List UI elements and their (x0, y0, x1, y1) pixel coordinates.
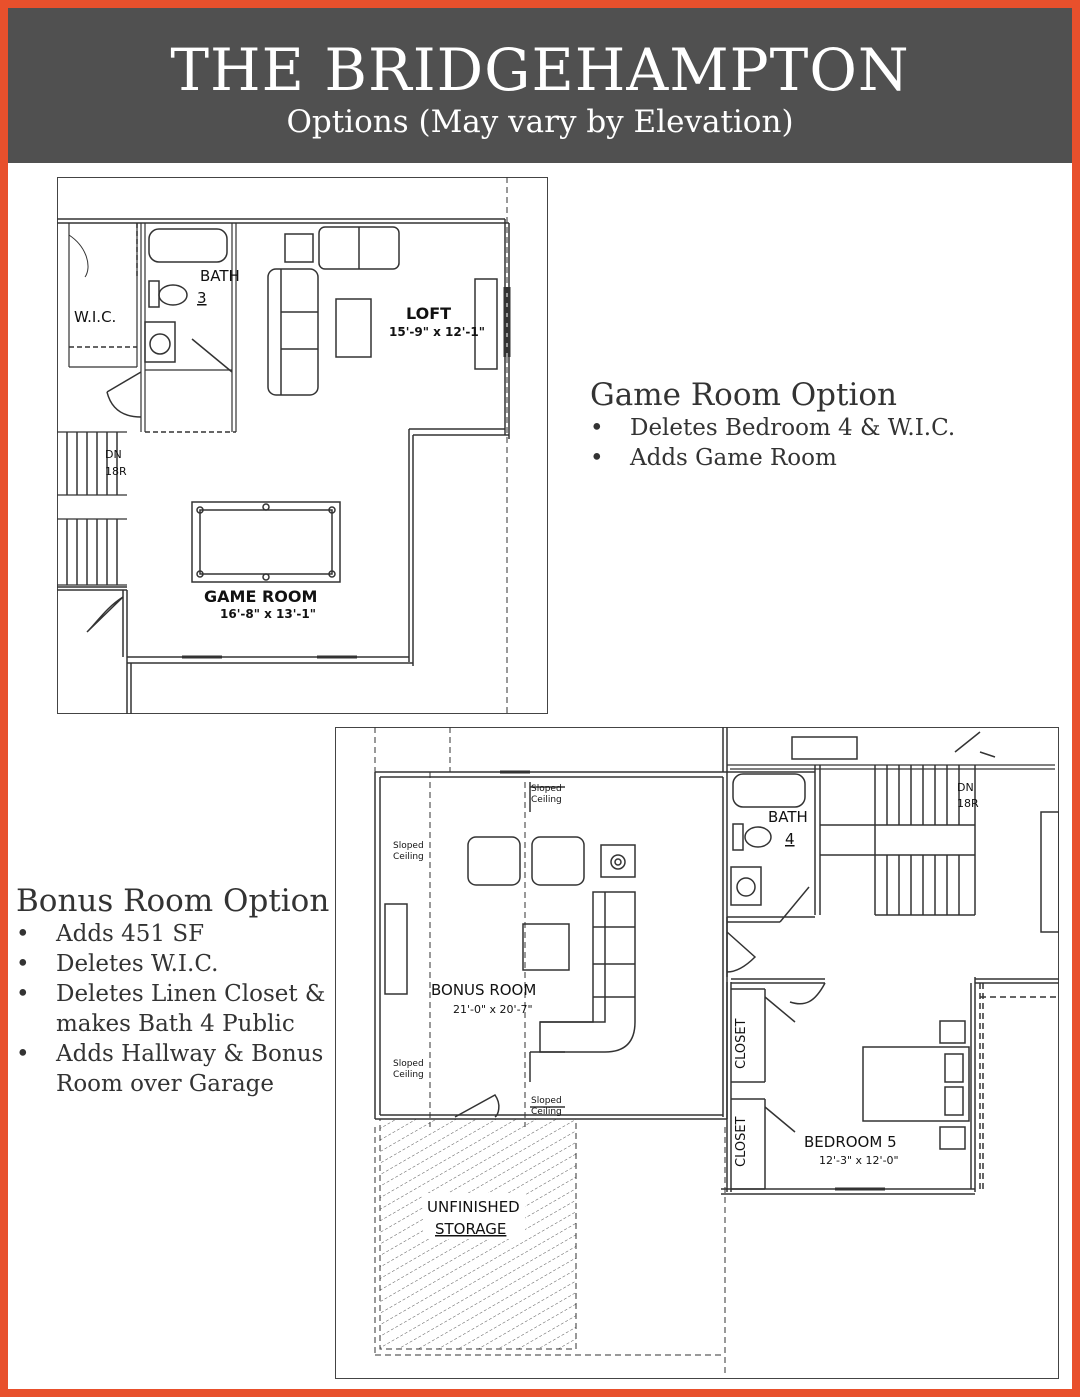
sloped-ceiling-label-bl: Sloped (393, 1059, 424, 1069)
game-room-label: GAME ROOM (204, 587, 318, 606)
stairs-down-label-2: DN (957, 781, 974, 794)
unfinished-label: UNFINISHED (427, 1198, 520, 1216)
bonus-room-plan-drawing (335, 727, 1059, 1379)
closet-label-bottom: CLOSET (734, 1116, 749, 1167)
page-subtitle: Options (May vary by Elevation) (286, 104, 794, 140)
header-banner (8, 8, 1072, 163)
list-item: • Deletes W.I.C. (16, 949, 336, 979)
storage-label: STORAGE (435, 1220, 507, 1238)
bonus-room-label: BONUS ROOM (431, 981, 537, 999)
sloped-ceiling-label-left-2: Ceiling (393, 852, 424, 862)
sloped-ceiling-label-bottom: Sloped (531, 1096, 562, 1106)
list-item: • Adds Hallway & Bonus Room over Garage (16, 1039, 336, 1099)
bedroom-5-dimensions: 12'-3" x 12'-0" (819, 1154, 899, 1167)
bath-4-number: 4 (785, 830, 795, 848)
game-room-dimensions: 16'-8" x 13'-1" (220, 607, 317, 621)
sloped-ceiling-label-top-2: Ceiling (531, 795, 562, 805)
game-room-option-note (590, 377, 1010, 473)
stairs-risers-label-2: 18R (957, 797, 979, 810)
bonus-room-floor-plan (335, 727, 1059, 1379)
bonus-room-option-list (16, 919, 336, 1099)
list-item: • Deletes Bedroom 4 & W.I.C. (590, 413, 1010, 443)
game-room-floor-plan (57, 177, 548, 714)
loft-dimensions: 15'-9" x 12'-1" (389, 325, 486, 339)
list-item: • Adds Game Room (590, 443, 1010, 473)
game-room-option-heading: Game Room Option (590, 377, 898, 413)
sloped-ceiling-label-left: Sloped (393, 841, 424, 851)
bedroom-5-label: BEDROOM 5 (804, 1133, 897, 1151)
loft-label: LOFT (406, 304, 452, 323)
bonus-room-dimensions: 21'-0" x 20'-7" (453, 1003, 533, 1016)
closet-label-top: CLOSET (734, 1018, 749, 1069)
game-room-option-list (590, 413, 1010, 473)
bonus-room-option-heading: Bonus Room Option (16, 883, 330, 919)
stairs-risers-label: 18R (105, 465, 127, 478)
game-room-plan-drawing (57, 177, 548, 714)
stairs-down-label: DN (105, 448, 122, 461)
bath-3-label: BATH (200, 267, 240, 285)
sloped-ceiling-label-top: Sloped (531, 784, 562, 794)
bath-3-number: 3 (197, 289, 207, 307)
page-title: THE BRIDGEHAMPTON (170, 36, 910, 104)
wic-label: W.I.C. (74, 308, 117, 326)
sloped-ceiling-label-bottom-2: Ceiling (531, 1107, 562, 1117)
list-item: • Adds 451 SF (16, 919, 336, 949)
bonus-room-option-note (16, 883, 336, 1099)
sloped-ceiling-label-bl-2: Ceiling (393, 1070, 424, 1080)
bath-4-label: BATH (768, 808, 808, 826)
list-item: • Deletes Linen Closet & makes Bath 4 Public (16, 979, 336, 1039)
